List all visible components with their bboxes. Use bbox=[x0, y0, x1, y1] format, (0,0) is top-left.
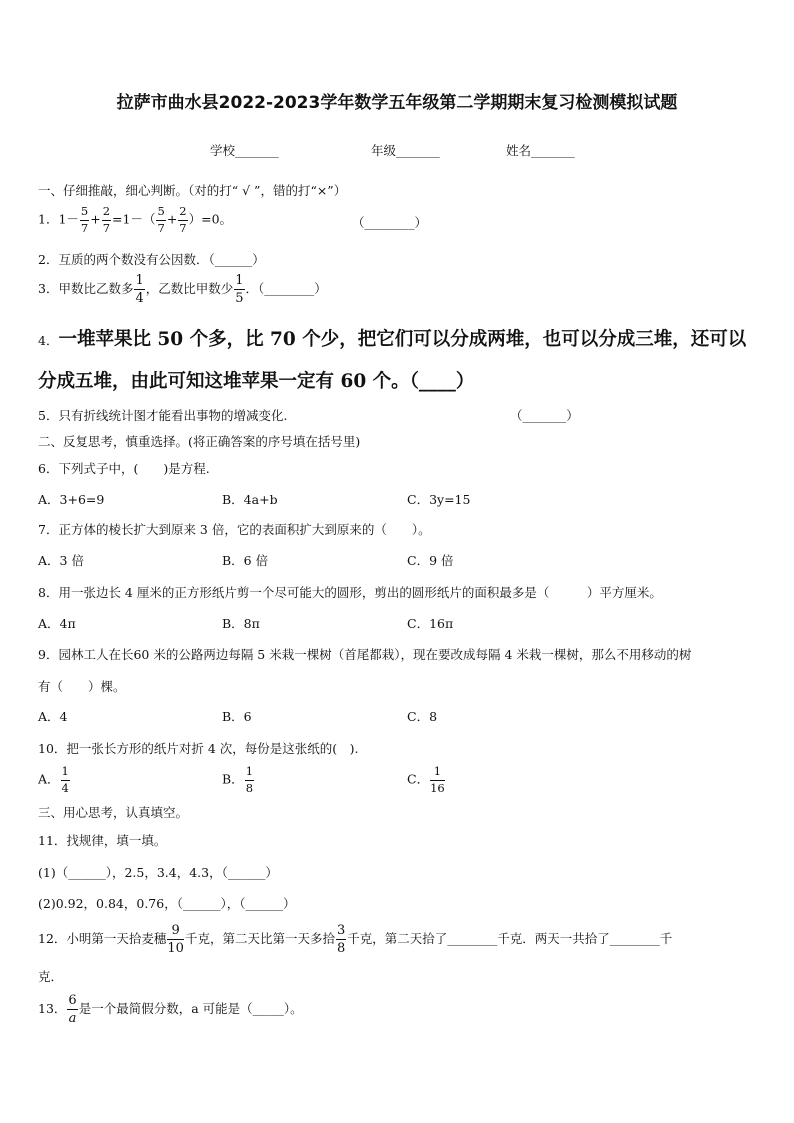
question-7: 7．正方体的棱长扩大到原来 3 倍，它的表面积扩大到原来的（ ）。 bbox=[38, 522, 431, 537]
q3-part-a: 3．甲数比乙数多 bbox=[38, 281, 134, 296]
fraction: $\frac{1}{16}$ bbox=[430, 764, 445, 795]
question-11-part2: (2)0.92，0.84，0.76，（______），（______） bbox=[38, 896, 296, 911]
option-a[interactable] bbox=[38, 766, 71, 794]
plus-sign: + bbox=[166, 211, 178, 227]
q3-part-c: ．（________） bbox=[245, 281, 327, 296]
school-field[interactable]: 学校_______ bbox=[210, 143, 279, 158]
q1-part-mid: =1－（ bbox=[112, 211, 156, 227]
fraction: $\frac{1}{4}$ bbox=[135, 273, 144, 306]
fraction: $\frac{9}{10}$ bbox=[167, 923, 184, 956]
question-10: 10．把一张长方形的纸片对折 4 次，每份是这张纸的( ). bbox=[38, 741, 359, 756]
q12-part-a: 12．小明第一天拾麦穗 bbox=[38, 931, 167, 946]
q13-number: 13． bbox=[38, 1001, 67, 1016]
question-9-line1: 9．园林工人在长60 米的公路两边每隔 5 米栽一棵树（首尾都栽），现在要改成每隔 4 米栽一棵树，那么不用移动的树 bbox=[38, 647, 692, 662]
question-11: 11．找规律，填一填。 bbox=[38, 833, 167, 848]
q5-answer-blank[interactable]: （_______） bbox=[510, 408, 579, 423]
question-8: 8．用一张边长 4 厘米的正方形纸片剪一个尽可能大的圆形，剪出的圆形纸片的面积最多是（ ）平方厘米。 bbox=[38, 585, 662, 600]
option-a[interactable]: A．3+6=9 bbox=[38, 492, 105, 507]
option-b[interactable]: B．6 bbox=[222, 709, 252, 724]
page-title: 拉萨市曲水县2022-2023学年数学五年级第二学期期末复习检测模拟试题 bbox=[116, 93, 678, 113]
question-5: 5．只有折线统计图才能看出事物的增减变化. bbox=[38, 408, 288, 423]
option-b[interactable] bbox=[222, 766, 255, 794]
fraction: $\frac{1}{8}$ bbox=[245, 764, 254, 795]
fraction: $\frac{2}{7}$ bbox=[179, 204, 187, 235]
fraction: $\frac{6}{a}$ bbox=[68, 993, 77, 1026]
question-3 bbox=[38, 274, 327, 305]
question-1 bbox=[38, 206, 232, 234]
option-b[interactable]: B．8π bbox=[222, 616, 260, 631]
question-12-line2: 克． bbox=[38, 969, 64, 984]
option-a[interactable]: A．3 倍 bbox=[38, 553, 84, 568]
fraction: $\frac{1}{4}$ bbox=[61, 764, 69, 795]
option-b[interactable]: B．4a+b bbox=[222, 492, 278, 507]
q13-text: 是一个最简假分数，a 可能是（_____）。 bbox=[78, 1001, 303, 1016]
option-a-label: A． bbox=[38, 771, 60, 787]
option-c[interactable]: C．3y=15 bbox=[407, 492, 471, 507]
option-c[interactable] bbox=[407, 766, 446, 794]
q1-part-end: ）=0。 bbox=[188, 211, 233, 227]
section3-heading: 三、用心思考，认真填空。 bbox=[38, 805, 189, 820]
question-12 bbox=[38, 924, 672, 955]
q1-answer-blank[interactable]: （________） bbox=[352, 215, 428, 230]
question-6: 6．下列式子中，( )是方程. bbox=[38, 461, 210, 476]
q12-part-c: 千克，第二天拾了________千克．两天一共拾了________千 bbox=[347, 931, 673, 946]
option-a[interactable]: A．4π bbox=[38, 616, 76, 631]
option-a[interactable]: A．4 bbox=[38, 709, 68, 724]
grade-field[interactable]: 年级_______ bbox=[371, 143, 440, 158]
question-4-line1: 4．一堆苹果比 50 个多，比 70 个少，把它们可以分成两堆，也可以分成三堆，还可以 bbox=[38, 329, 747, 350]
q1-part-a: 1－ bbox=[58, 211, 79, 227]
q3-part-b: ，乙数比甲数少 bbox=[145, 281, 234, 296]
option-c-label: C． bbox=[407, 771, 430, 787]
section2-heading: 二、反复思考，慎重选择。(将正确答案的序号填在括号里) bbox=[38, 434, 361, 449]
fraction: $\frac{5}{7}$ bbox=[157, 204, 165, 235]
question-2: 2．互质的两个数没有公因数．（______） bbox=[38, 252, 265, 267]
option-b[interactable]: B．6 倍 bbox=[222, 553, 269, 568]
option-c[interactable]: C．16π bbox=[407, 616, 454, 631]
q12-part-b: 千克，第二天比第一天多拾 bbox=[184, 931, 335, 946]
option-b-label: B． bbox=[222, 771, 244, 787]
q1-number: 1． bbox=[38, 211, 59, 227]
fraction: $\frac{5}{7}$ bbox=[80, 204, 89, 235]
option-c[interactable]: C．8 bbox=[407, 709, 438, 724]
fraction: $\frac{1}{5}$ bbox=[235, 273, 244, 306]
section1-heading: 一、仔细推敲，细心判断。（对的打“ √ ”，错的打“×”） bbox=[38, 183, 347, 198]
question-4-line2: 分成五堆，由此可知这堆苹果一定有 60 个。（____） bbox=[38, 371, 475, 392]
question-11-part1: (1)（______），2.5，3.4，4.3，（______） bbox=[38, 865, 278, 880]
question-13 bbox=[38, 994, 303, 1025]
fraction: $\frac{2}{7}$ bbox=[102, 204, 111, 235]
option-c[interactable]: C．9 倍 bbox=[407, 553, 454, 568]
question-9-line2: 有（ ）棵。 bbox=[38, 679, 126, 694]
plus-sign: + bbox=[90, 211, 101, 227]
name-field[interactable]: 姓名_______ bbox=[506, 143, 575, 158]
q4-text-1-visible: 一堆苹果比 50 个多，比 70 个少，把它们可以分成两堆，也可以分成三堆，还可以 bbox=[58, 329, 747, 350]
fraction: $\frac{3}{8}$ bbox=[336, 923, 346, 956]
